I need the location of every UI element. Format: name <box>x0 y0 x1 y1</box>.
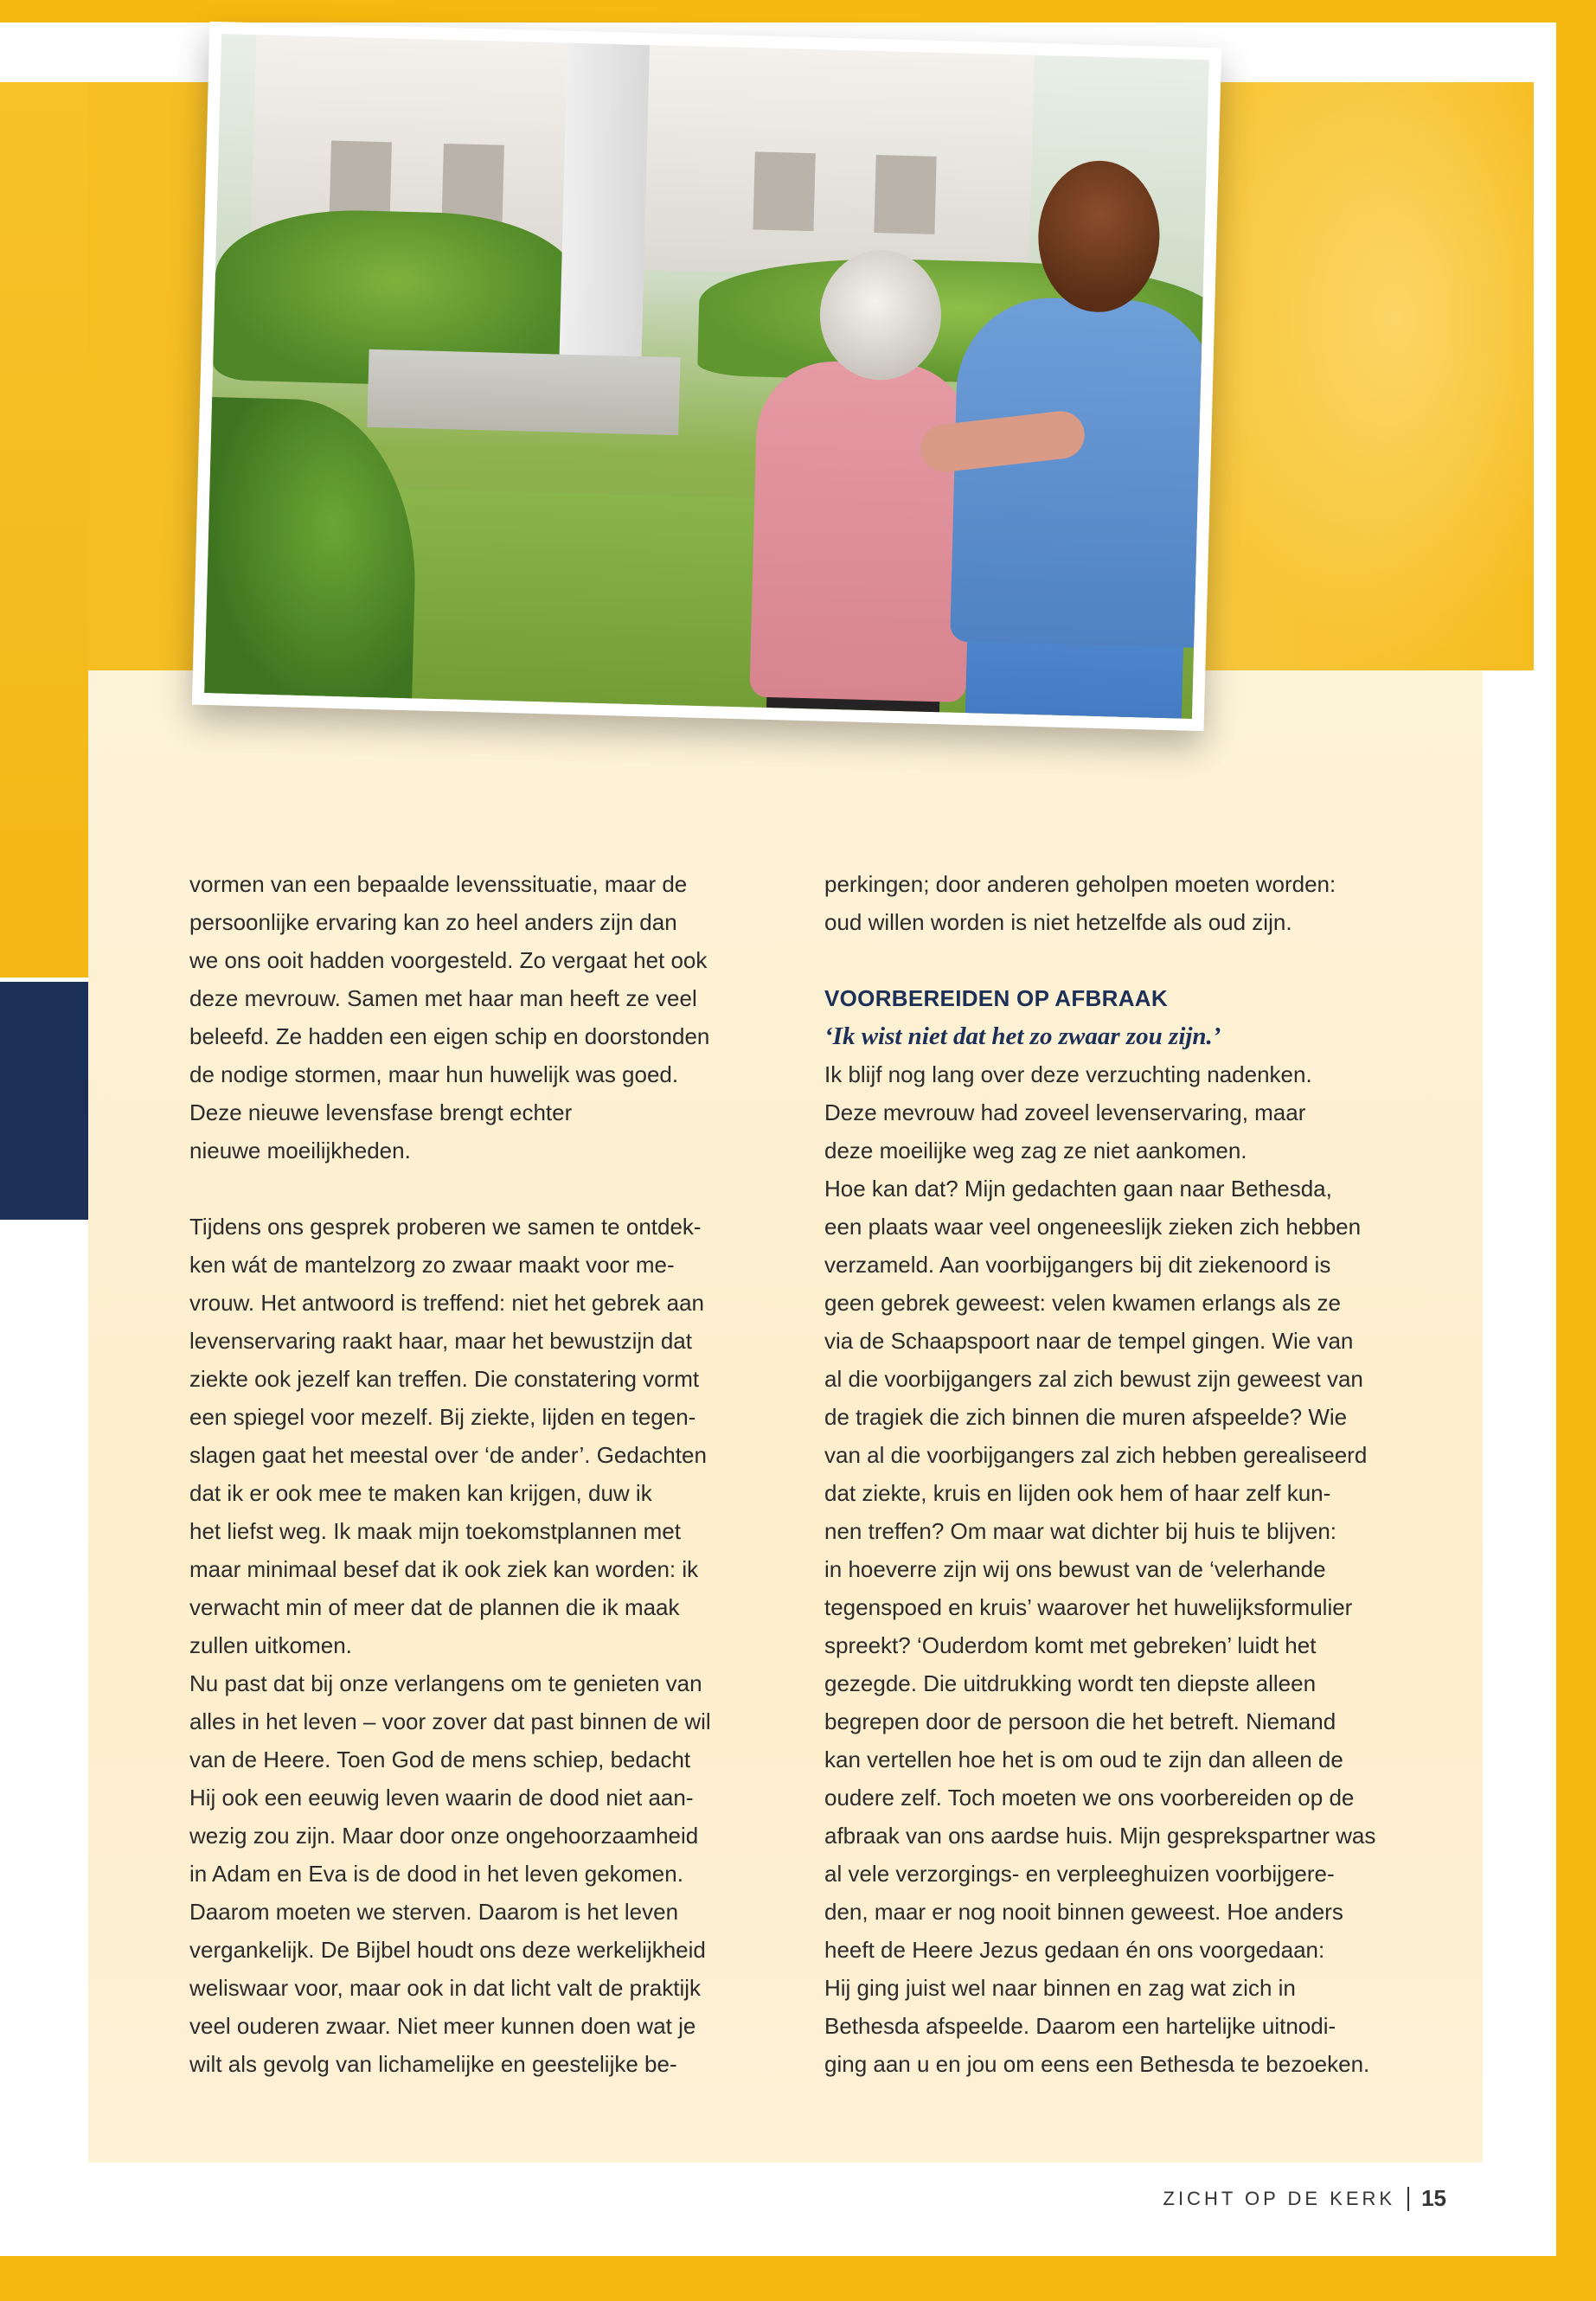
text-line: begrepen door de persoon die het betreft. Niemand <box>824 1708 1336 1734</box>
text-line: heeft de Heere Jezus gedaan én ons voorgedaan: <box>824 1937 1325 1963</box>
text-line: de tragiek die zich binnen die muren afspeelde? Wie <box>824 1404 1348 1430</box>
page-footer <box>1163 2185 1447 2212</box>
text-line: deze moeilijke weg zag ze niet aankomen. <box>824 1138 1247 1163</box>
text-line: het liefst weg. Ik maak mijn toekomstplannen met <box>189 1518 681 1544</box>
text-line: tegenspoed en kruis’ waarover het huwelijksformulier <box>824 1594 1353 1620</box>
frame-bottom-bar <box>0 2256 1596 2301</box>
text-line: Deze mevrouw had zoveel levenservaring, maar <box>824 1099 1306 1125</box>
text-line: levenservaring raakt haar, maar het bewustzijn dat <box>189 1328 692 1354</box>
text-line: Daarom moeten we sterven. Daarom is het leven <box>189 1899 679 1925</box>
footer-divider <box>1407 2187 1409 2211</box>
text-line: oud willen worden is niet hetzelfde als oud zijn. <box>824 909 1292 935</box>
text-line: spreekt? ‘Ouderdom komt met gebreken’ luidt het <box>824 1632 1317 1658</box>
photo-window <box>330 141 392 221</box>
section-heading: VOORBEREIDEN OP AFBRAAK <box>824 985 1168 1011</box>
text-line: verzameld. Aan voorbijgangers bij dit ziekenoord is <box>824 1252 1331 1278</box>
text-line: een plaats waar veel ongeneeslijk zieken zich hebben <box>824 1214 1362 1240</box>
text-line: slagen gaat het meestal over ‘de ander’. Gedachten <box>189 1442 707 1468</box>
left-navy-block <box>0 982 88 1220</box>
text-line: in Adam en Eva is de dood in het leven gekomen. <box>189 1861 683 1887</box>
text-line: Hij ging juist wel naar binnen en zag wat zich in <box>824 1975 1296 2001</box>
text-line: wilt als gevolg van lichamelijke en geestelijke be- <box>189 2051 677 2077</box>
article-column-left <box>189 865 778 2083</box>
text-line: vergankelijk. De Bijbel houdt ons deze werkelijkheid <box>189 1937 706 1963</box>
text-line: verwacht min of meer dat de plannen die ik maak <box>189 1594 680 1620</box>
magazine-name: ZICHT OP DE KERK <box>1163 2187 1396 2209</box>
photo-bush <box>204 397 420 714</box>
text-line: deze mevrouw. Samen met haar man heeft ze veel <box>189 985 697 1011</box>
text-line: de nodige stormen, maar hun huwelijk was goed. <box>189 1061 679 1087</box>
text-line: dat ik er ook mee te maken kan krijgen, duw ik <box>189 1480 652 1506</box>
article-photo <box>192 22 1221 731</box>
text-line: van al die voorbijgangers zal zich hebben gerealiseerd <box>824 1442 1368 1468</box>
text-line: al vele verzorgings- en verpleeghuizen voorbijgere- <box>824 1861 1335 1887</box>
text-line: kan vertellen hoe het is om oud te zijn dan alleen de <box>824 1747 1343 1772</box>
text-line: oudere zelf. Toch moeten we ons voorbereiden op de <box>824 1785 1355 1811</box>
header-band-glow <box>1194 82 1534 670</box>
page-number: 15 <box>1421 2185 1446 2211</box>
text-line: Ik blijf nog lang over deze verzuchting nadenken. <box>824 1061 1312 1087</box>
text-line: Tijdens ons gesprek proberen we samen te ontdek- <box>189 1214 702 1240</box>
frame-right-bar <box>1556 0 1596 2301</box>
text-line: geen gebrek geweest: velen kwamen erlangs als ze <box>824 1290 1341 1316</box>
text-line: vrouw. Het antwoord is treffend: niet het gebrek aan <box>189 1290 704 1316</box>
text-line: gezegde. Die uitdrukking wordt ten diepste alleen <box>824 1670 1317 1696</box>
right-intro-paragraph <box>824 865 1421 941</box>
text-line: nen treffen? Om maar wat dichter bij huis te blijven: <box>824 1518 1337 1544</box>
text-line: Bethesda afspeelde. Daarom een hartelijke uitnodi- <box>824 2013 1336 2039</box>
section-quote: ‘Ik wist niet dat het zo zwaar zou zijn.’ <box>824 1022 1221 1050</box>
text-line: we ons ooit hadden voorgesteld. Zo vergaat het ook <box>189 947 708 973</box>
text-line: nieuwe moeilijkheden. <box>189 1138 411 1163</box>
left-yellow-block <box>0 82 88 977</box>
text-line: in hoeverre zijn wij ons bewust van de ‘velerhande <box>824 1556 1326 1582</box>
text-line: weliswaar voor, maar ook in dat licht valt de praktijk <box>189 1975 702 2001</box>
text-line: beleefd. Ze hadden een eigen schip en doorstonden <box>189 1023 710 1049</box>
text-line: Nu past dat bij onze verlangens om te genieten van <box>189 1670 702 1696</box>
text-line: ken wát de mantelzorg zo zwaar maakt voor me- <box>189 1252 675 1278</box>
paragraph-spacer <box>189 1170 778 1208</box>
text-line: Deze nieuwe levensfase brengt echter <box>189 1099 573 1125</box>
photo-window <box>442 144 504 223</box>
photo-elderly-woman-and-nurse <box>204 34 1209 719</box>
frame-top-bar <box>0 0 1596 22</box>
text-line: vormen van een bepaalde levenssituatie, maar de <box>189 871 688 897</box>
photo-elderly-woman <box>749 360 974 702</box>
text-line: Hoe kan dat? Mijn gedachten gaan naar Bethesda, <box>824 1176 1332 1202</box>
article-column-right <box>824 865 1421 2083</box>
photo-window <box>753 151 815 231</box>
text-line: den, maar er nog nooit binnen geweest. Hoe anders <box>824 1899 1343 1925</box>
photo-nurse <box>950 296 1209 649</box>
paragraph-spacer <box>824 941 1421 979</box>
photo-window <box>874 155 936 234</box>
text-line: maar minimaal besef dat ik ook ziek kan worden: ik <box>189 1556 699 1582</box>
text-line: van de Heere. Toen God de mens schiep, bedacht <box>189 1747 691 1772</box>
text-line: wezig zou zijn. Maar door onze ongehoorzaamheid <box>189 1823 699 1849</box>
text-line: dat ziekte, kruis en lijden ook hem of haar zelf kun- <box>824 1480 1331 1506</box>
right-body-paragraph <box>824 1055 1421 2083</box>
text-line: afbraak van ons aardse huis. Mijn gesprekspartner was <box>824 1823 1376 1849</box>
photo-column <box>558 43 650 408</box>
text-line: ziekte ook jezelf kan treffen. Die constatering vormt <box>189 1366 700 1392</box>
text-line: al die voorbijgangers zal zich bewust zijn geweest van <box>824 1366 1363 1392</box>
text-line: alles in het leven – voor zover dat past binnen de wil <box>189 1708 711 1734</box>
text-line: veel ouderen zwaar. Niet meer kunnen doen wat je <box>189 2013 696 2039</box>
text-line: perkingen; door anderen geholpen moeten worden: <box>824 871 1336 897</box>
text-line: via de Schaapspoort naar de tempel gingen. Wie van <box>824 1328 1354 1354</box>
text-line: een spiegel voor mezelf. Bij ziekte, lijden en tegen- <box>189 1404 696 1430</box>
text-line: persoonlijke ervaring kan zo heel anders zijn dan <box>189 909 677 935</box>
text-line: Hij ook een eeuwig leven waarin de dood niet aan- <box>189 1785 694 1811</box>
text-line: zullen uitkomen. <box>189 1632 352 1658</box>
photo-steps <box>367 349 680 435</box>
text-line: ging aan u en jou om eens een Bethesda te bezoeken. <box>824 2051 1370 2077</box>
